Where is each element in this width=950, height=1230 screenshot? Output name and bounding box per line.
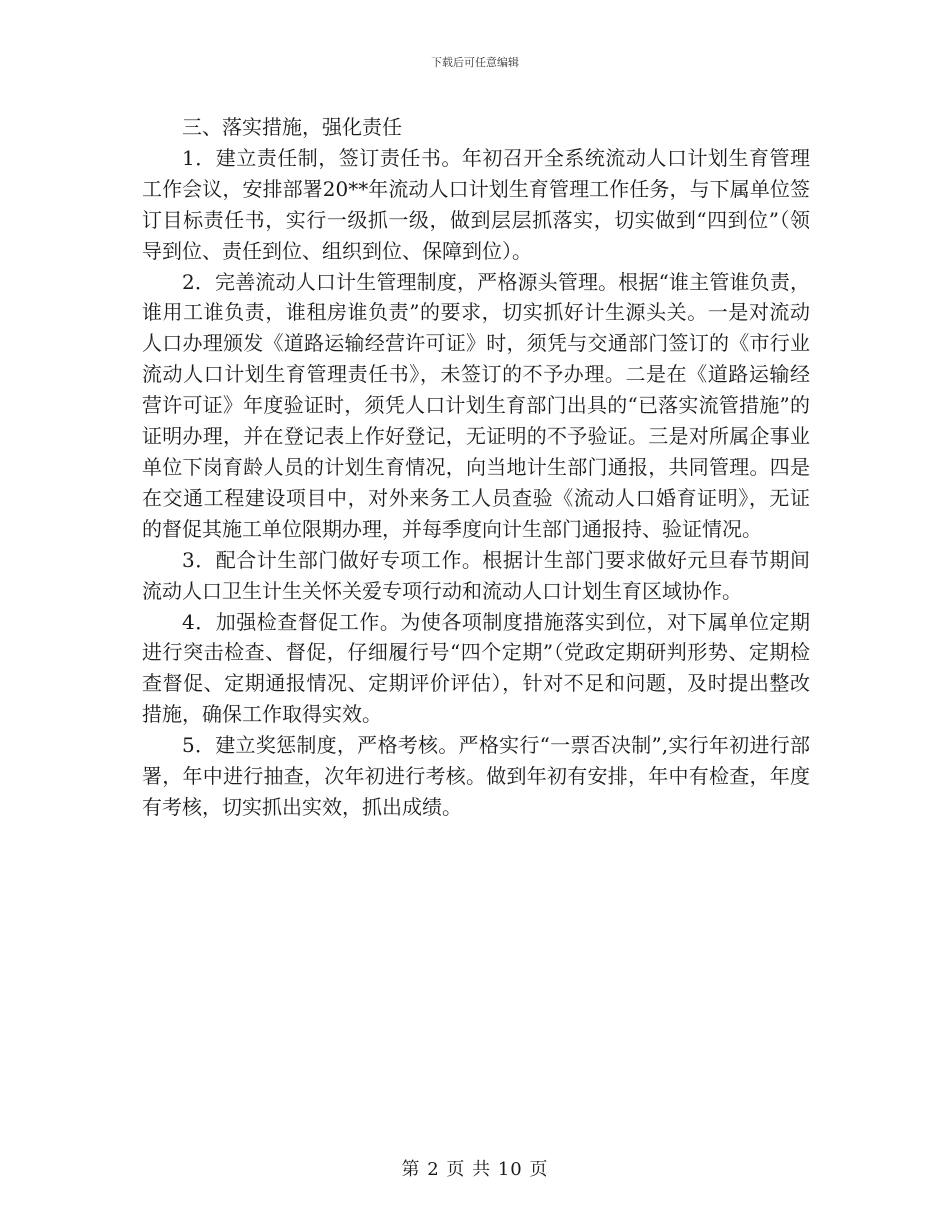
paragraph-2: 2．完善流动人口计生管理制度，严格源头管理。根据“谁主管谁负责，谁用工谁负责，谁租房谁负责”的要求，切实抓好计生源头关。一是对流动人口办理颁发《道路运输经营许可证》时，须凭与交通部门签订的《市行业流动人口计划生育管理责任书》，未签订的不予办理。二是在《道路运输经营许可证》年度验证时，须凭人口计划生育部门出具的“已落实流管措施”的证明办理，并在登记表上作好登记，无证明的不予验证。三是对所属企事业单位下岗育龄人员的计划生育情况，向当地计生部门通报，共同管理。四是在交通工程建设项目中，对外来务工人员查验《流动人口婚育证明》，无证的督促其施工单位限期办理，并每季度向计生部门通报持、验证情况。 <box>142 269 810 541</box>
paragraph-3: 3．配合计生部门做好专项工作。根据计生部门要求做好元旦春节期间流动人口卫生计生关怀关爱专项行动和流动人口计划生育区域协作。 <box>142 547 810 603</box>
paragraph-4: 4．加强检查督促工作。为使各项制度措施落实到位，对下属单位定期进行突击检查、督促，仔细履行号“四个定期”（党政定期研判形势、定期检查督促、定期通报情况、定期评价评估），针对不足和问题，及时提出整改措施，确保工作取得实效。 <box>142 609 810 727</box>
document-body <box>142 112 810 823</box>
section-heading: 三、落实措施，强化责任 <box>182 115 402 139</box>
paragraph-1: 1．建立责任制，签订责任书。年初召开全系统流动人口计划生育管理工作会议，安排部署20**年流动人口计划生育管理工作任务，与下属单位签订目标责任书，实行一级抓一级，做到层层抓落实，切实做到“四到位”（领导到位、责任到位、组织到位、保障到位）。 <box>142 145 810 263</box>
page-number: 第 2 页 共 10 页 <box>401 1159 549 1180</box>
page-header: 下载后可任意编辑 <box>431 56 519 69</box>
paragraph-5: 5．建立奖惩制度，严格考核。严格实行“一票否决制”,实行年初进行部署，年中进行抽查，次年初进行考核。做到年初有安排，年中有检查，年度有考核，切实抓出实效，抓出成绩。 <box>142 733 810 819</box>
